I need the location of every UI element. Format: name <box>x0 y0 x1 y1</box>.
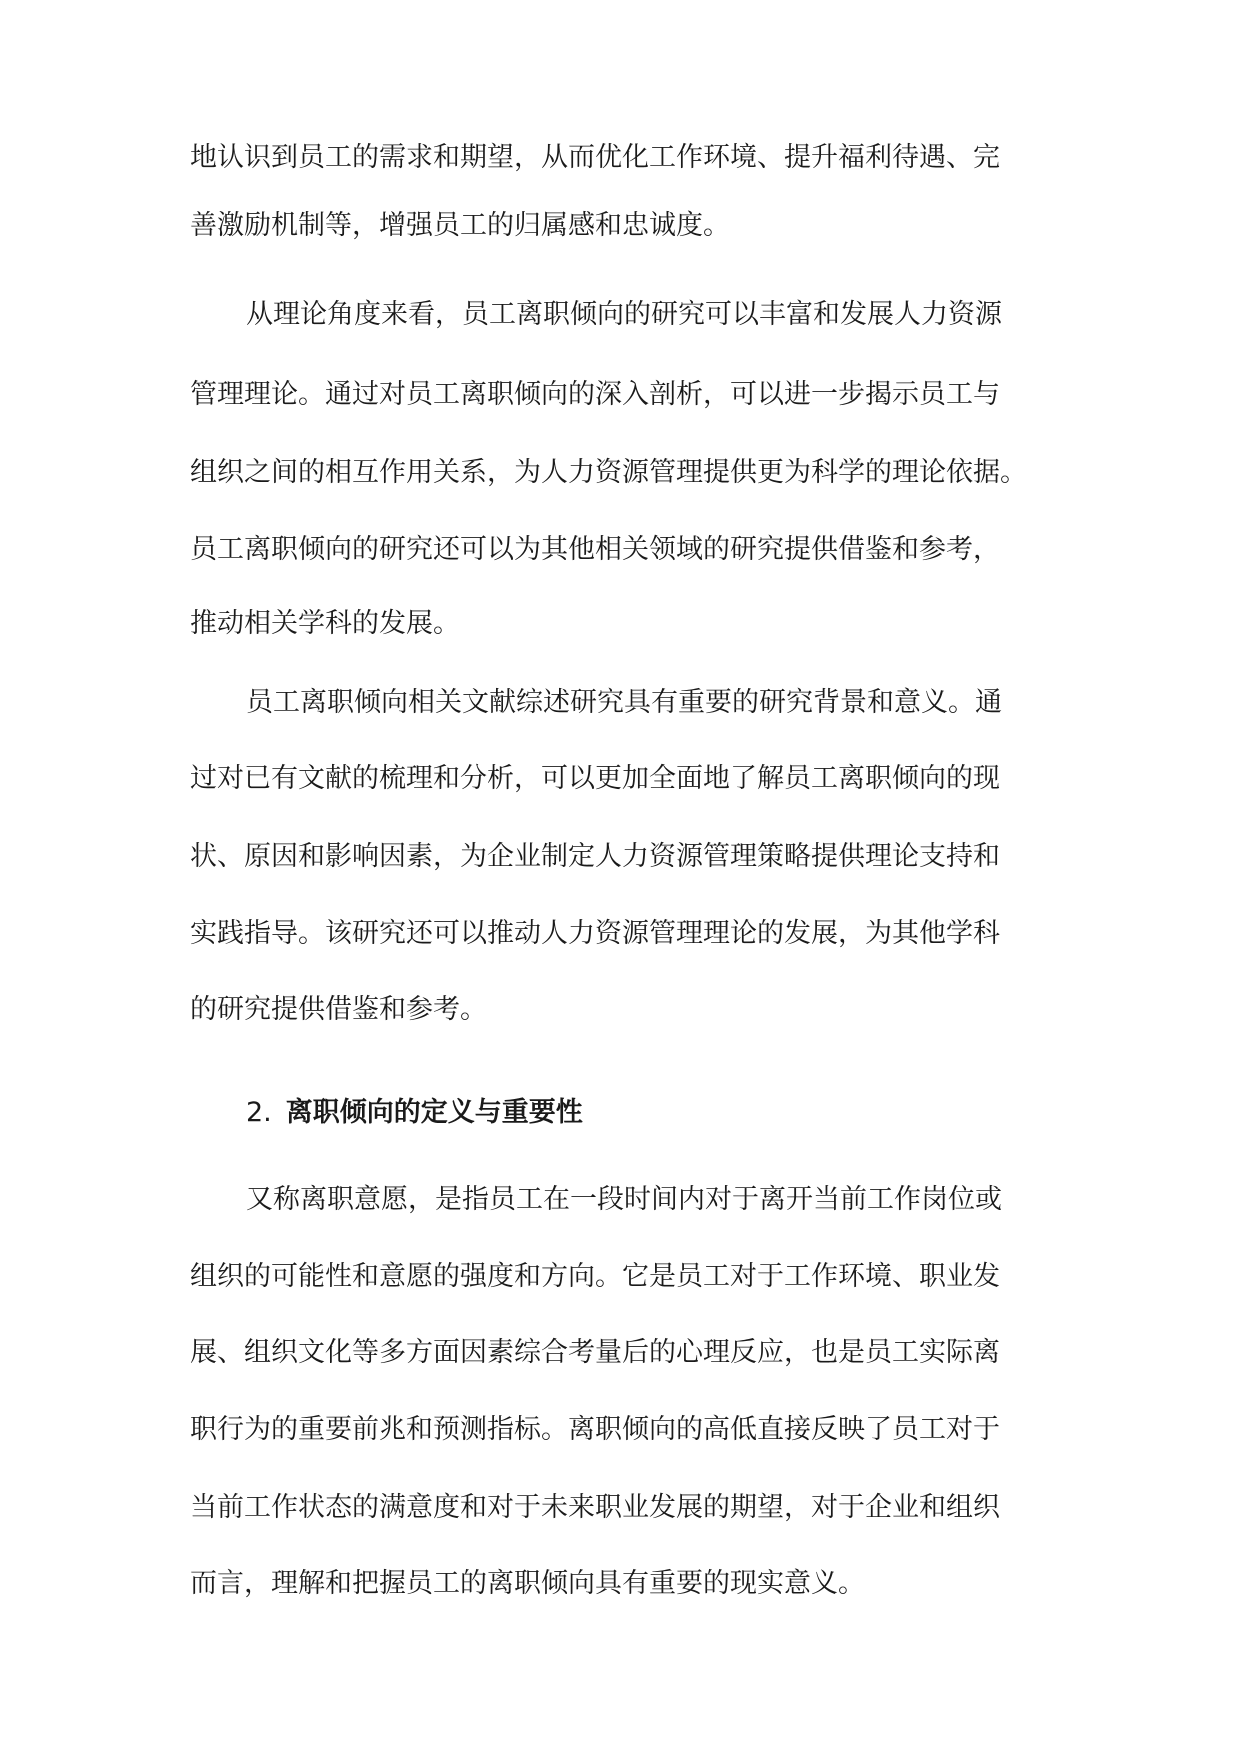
paragraph-3-line-5: 的研究提供借鉴和参考。 <box>190 994 487 1025</box>
paragraph-2-line-3: 组织之间的相互作用关系，为人力资源管理提供更为科学的理论依据。 <box>190 457 1027 488</box>
paragraph-4-line-6: 而言，理解和把握员工的离职倾向具有重要的现实意义。 <box>190 1568 865 1599</box>
paragraph-4-line-5: 当前工作状态的满意度和对于未来职业发展的期望，对于企业和组织 <box>190 1492 1000 1523</box>
paragraph-4-line-2: 组织的可能性和意愿的强度和方向。它是员工对于工作环境、职业发 <box>190 1261 1000 1292</box>
paragraph-2-line-1: 从理论角度来看，员工离职倾向的研究可以丰富和发展人力资源 <box>246 299 1002 330</box>
paragraph-4-line-4: 职行为的重要前兆和预测指标。离职倾向的高低直接反映了员工对于 <box>190 1414 1000 1445</box>
section-number: 2. <box>246 1097 272 1128</box>
paragraph-4-line-3: 展、组织文化等多方面因素综合考量后的心理反应，也是员工实际离 <box>190 1337 1000 1368</box>
paragraph-2-line-4: 员工离职倾向的研究还可以为其他相关领域的研究提供借鉴和参考， <box>190 534 1000 565</box>
paragraph-2-line-5: 推动相关学科的发展。 <box>190 608 460 639</box>
paragraph-1-line-2: 善激励机制等，增强员工的归属感和忠诚度。 <box>190 210 730 241</box>
paragraph-3-line-3: 状、原因和影响因素，为企业制定人力资源管理策略提供理论支持和 <box>190 841 1000 872</box>
section-heading <box>246 1095 583 1131</box>
paragraph-3-line-1: 员工离职倾向相关文献综述研究具有重要的研究背景和意义。通 <box>246 687 1002 718</box>
paragraph-3-line-4: 实践指导。该研究还可以推动人力资源管理理论的发展，为其他学科 <box>190 918 1000 949</box>
paragraph-1-line-1: 地认识到员工的需求和期望，从而优化工作环境、提升福利待遇、完 <box>190 142 1000 173</box>
paragraph-4-line-1: 又称离职意愿，是指员工在一段时间内对于离开当前工作岗位或 <box>246 1184 1002 1215</box>
paragraph-3-line-2: 过对已有文献的梳理和分析，可以更加全面地了解员工离职倾向的现 <box>190 763 1000 794</box>
paragraph-2-line-2: 管理理论。通过对员工离职倾向的深入剖析，可以进一步揭示员工与 <box>190 379 1000 410</box>
section-title: 离职倾向的定义与重要性 <box>285 1097 583 1128</box>
